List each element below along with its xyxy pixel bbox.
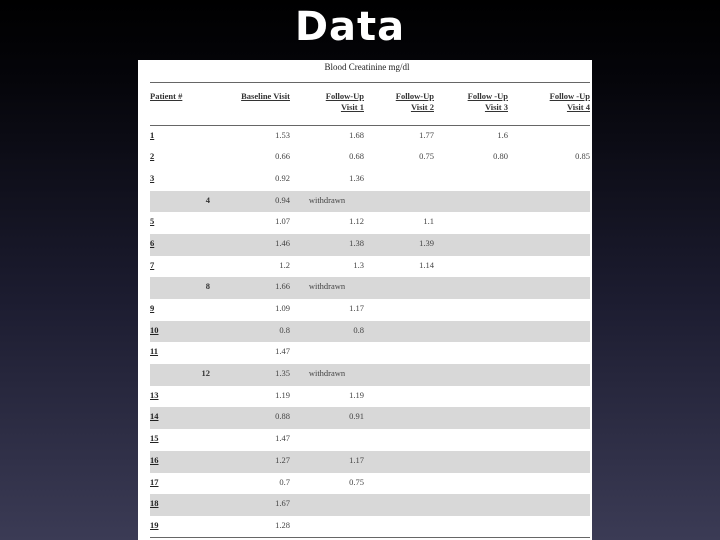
cell-visit-1: 1.36 xyxy=(349,172,364,183)
cell-visit-4 xyxy=(508,451,590,473)
cell-patient: 16 xyxy=(150,451,216,473)
header-line: Visit 4 xyxy=(566,102,590,112)
header-visit-3 xyxy=(434,83,508,126)
header-visit-4 xyxy=(508,83,590,126)
cell-visit-3 xyxy=(434,212,508,234)
cell-visit-4 xyxy=(508,473,590,495)
cell-visit-2 xyxy=(364,191,434,213)
cell-visit-4 xyxy=(508,516,590,538)
table-row xyxy=(150,342,590,364)
cell-baseline: 1.66 xyxy=(216,277,290,299)
table-row xyxy=(150,169,590,191)
cell-visit-3 xyxy=(434,277,508,299)
cell-visit-2 xyxy=(364,299,434,321)
cell-visit-3: 1.6 xyxy=(497,130,508,140)
cell-visit-4 xyxy=(508,364,590,386)
cell-baseline: 0.66 xyxy=(275,151,290,162)
slide-title: Data xyxy=(294,4,406,50)
cell-visit-2: 1.14 xyxy=(419,259,434,270)
cell-visit-1: withdrawn xyxy=(290,191,364,213)
cell-visit-4 xyxy=(508,321,590,343)
cell-visit-3 xyxy=(434,191,508,213)
table-row xyxy=(150,451,590,473)
table-row xyxy=(150,494,590,516)
cell-patient: 15 xyxy=(150,433,159,444)
cell-visit-3 xyxy=(434,364,508,386)
cell-visit-3: 0.80 xyxy=(493,151,508,162)
cell-patient: 1 xyxy=(150,130,155,140)
cell-patient: 4 xyxy=(150,191,216,213)
cell-patient: 5 xyxy=(150,216,155,227)
header-line: Visit 3 xyxy=(484,102,508,112)
cell-visit-4 xyxy=(508,126,590,148)
cell-baseline: 1.27 xyxy=(216,451,290,473)
cell-baseline: 1.46 xyxy=(216,234,290,256)
header-line: Visit 2 xyxy=(410,102,434,112)
cell-visit-2 xyxy=(364,321,434,343)
cell-visit-1 xyxy=(290,342,364,364)
cell-visit-4 xyxy=(508,299,590,321)
cell-visit-3 xyxy=(434,299,508,321)
table-row xyxy=(150,212,590,234)
cell-baseline: 0.88 xyxy=(216,407,290,429)
cell-visit-1: withdrawn xyxy=(290,364,364,386)
table-row xyxy=(150,234,590,256)
cell-visit-1: withdrawn xyxy=(290,277,364,299)
cell-visit-1: 0.68 xyxy=(349,151,364,162)
cell-visit-1: 1.12 xyxy=(349,216,364,227)
cell-visit-2 xyxy=(364,277,434,299)
cell-patient: 18 xyxy=(150,494,216,516)
cell-visit-2 xyxy=(364,342,434,364)
cell-visit-4 xyxy=(508,494,590,516)
cell-visit-3 xyxy=(434,342,508,364)
cell-patient: 10 xyxy=(150,321,216,343)
cell-visit-4 xyxy=(508,429,590,451)
cell-visit-3 xyxy=(434,429,508,451)
cell-visit-4 xyxy=(508,342,590,364)
cell-visit-4 xyxy=(508,234,590,256)
cell-patient: 7 xyxy=(150,259,155,270)
cell-visit-2: 1.1 xyxy=(423,216,434,227)
table-row xyxy=(150,126,590,148)
cell-visit-1: 0.91 xyxy=(290,407,364,429)
cell-patient: 19 xyxy=(150,516,216,538)
table-row xyxy=(150,321,590,343)
cell-baseline: 1.28 xyxy=(216,516,290,538)
cell-visit-2 xyxy=(364,516,434,538)
cell-visit-3 xyxy=(434,473,508,495)
header-line: Follow-Up xyxy=(395,91,434,101)
cell-visit-1: 1.3 xyxy=(353,259,364,270)
cell-visit-2: 1.39 xyxy=(364,234,434,256)
header-patient: Patient # xyxy=(150,83,216,126)
cell-patient: 8 xyxy=(150,277,216,299)
cell-visit-1: 1.17 xyxy=(290,451,364,473)
header-line: Follow -Up xyxy=(467,91,508,101)
cell-visit-4 xyxy=(508,256,590,278)
header-line: Follow -Up xyxy=(549,91,590,101)
cell-baseline: 1.07 xyxy=(275,216,290,227)
cell-baseline: 0.8 xyxy=(216,321,290,343)
cell-baseline: 1.09 xyxy=(275,303,290,313)
cell-visit-2 xyxy=(364,386,434,408)
document-image xyxy=(138,60,592,540)
cell-baseline: 0.94 xyxy=(216,191,290,213)
table-row xyxy=(150,473,590,495)
cell-visit-2 xyxy=(364,169,434,191)
table-row xyxy=(150,147,590,169)
cell-visit-3 xyxy=(434,451,508,473)
cell-baseline: 1.2 xyxy=(279,259,290,270)
cell-visit-3 xyxy=(434,494,508,516)
cell-visit-2 xyxy=(364,451,434,473)
table-row xyxy=(150,516,590,538)
cell-visit-2 xyxy=(364,364,434,386)
cell-visit-2 xyxy=(364,473,434,495)
cell-visit-2 xyxy=(364,429,434,451)
cell-visit-4: 0.85 xyxy=(575,151,590,162)
cell-visit-3 xyxy=(434,516,508,538)
cell-patient: 11 xyxy=(150,346,159,357)
cell-visit-1 xyxy=(290,494,364,516)
table-header-row xyxy=(150,83,590,126)
cell-patient: 6 xyxy=(150,234,216,256)
cell-visit-1: 0.8 xyxy=(290,321,364,343)
cell-baseline: 1.47 xyxy=(275,346,290,357)
header-visit-2 xyxy=(364,83,434,126)
cell-visit-1: 1.68 xyxy=(349,130,364,140)
cell-visit-1: 0.75 xyxy=(349,476,364,487)
cell-visit-4 xyxy=(508,169,590,191)
cell-patient: 17 xyxy=(150,476,159,487)
table-caption: Blood Creatinine mg/dl xyxy=(324,62,410,72)
cell-visit-3 xyxy=(434,169,508,191)
table-row xyxy=(150,429,590,451)
table-body xyxy=(150,126,590,538)
cell-visit-4 xyxy=(508,212,590,234)
cell-visit-1: 1.19 xyxy=(349,389,364,400)
cell-visit-1: 1.38 xyxy=(290,234,364,256)
cell-visit-3 xyxy=(434,234,508,256)
header-visit-1 xyxy=(290,83,364,126)
cell-visit-3 xyxy=(434,321,508,343)
cell-patient: 3 xyxy=(150,172,155,183)
cell-baseline: 1.53 xyxy=(275,130,290,140)
cell-baseline: 1.67 xyxy=(216,494,290,516)
table-row xyxy=(150,277,590,299)
cell-patient: 13 xyxy=(150,389,159,400)
table-row xyxy=(150,386,590,408)
cell-baseline: 1.35 xyxy=(216,364,290,386)
cell-visit-4 xyxy=(508,386,590,408)
cell-baseline: 1.47 xyxy=(275,433,290,444)
table-row xyxy=(150,407,590,429)
table-row xyxy=(150,191,590,213)
cell-patient: 14 xyxy=(150,407,216,429)
cell-baseline: 0.7 xyxy=(279,476,290,487)
table-row xyxy=(150,299,590,321)
cell-visit-3 xyxy=(434,407,508,429)
cell-visit-2: 1.77 xyxy=(419,130,434,140)
header-line: Visit 1 xyxy=(340,102,364,112)
header-line: Follow-Up xyxy=(325,91,364,101)
cell-patient: 9 xyxy=(150,303,155,313)
cell-patient: 12 xyxy=(150,364,216,386)
cell-visit-2 xyxy=(364,494,434,516)
table-row xyxy=(150,256,590,278)
header-baseline: Baseline Visit xyxy=(216,83,290,126)
cell-visit-2 xyxy=(364,407,434,429)
cell-visit-4 xyxy=(508,407,590,429)
cell-visit-4 xyxy=(508,191,590,213)
cell-visit-4 xyxy=(508,277,590,299)
cell-visit-1 xyxy=(290,429,364,451)
cell-visit-3 xyxy=(434,256,508,278)
table-row xyxy=(150,364,590,386)
cell-baseline: 0.92 xyxy=(275,172,290,183)
cell-visit-1: 1.17 xyxy=(349,303,364,313)
cell-patient: 2 xyxy=(150,151,155,162)
cell-visit-1 xyxy=(290,516,364,538)
cell-visit-3 xyxy=(434,386,508,408)
cell-visit-2: 0.75 xyxy=(419,151,434,162)
cell-baseline: 1.19 xyxy=(275,389,290,400)
creatinine-table xyxy=(150,82,590,538)
